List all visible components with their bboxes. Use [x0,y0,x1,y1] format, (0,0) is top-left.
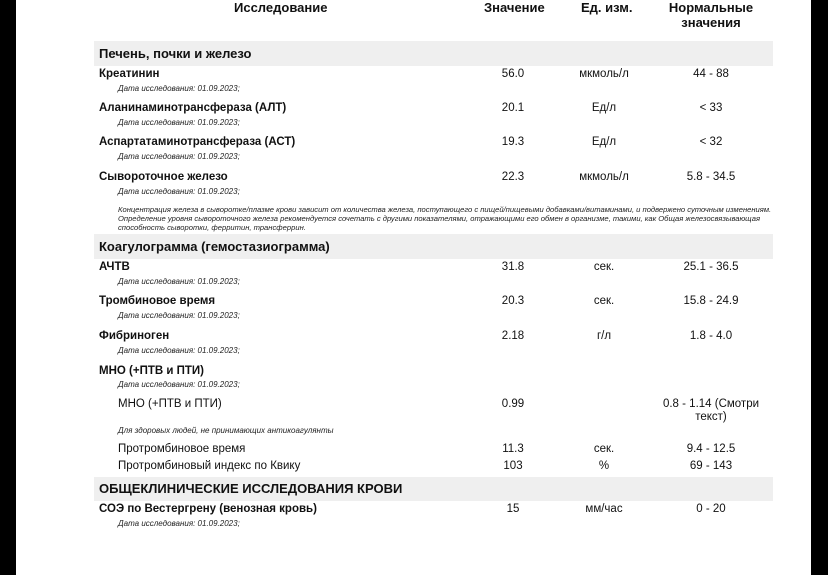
row-fibrinogen-unit: г/л [596,330,612,342]
row-quick-name: Протромбиновый индекс по Квику [118,460,301,472]
row-alt-unit: Ед/л [591,102,617,114]
row-thrombin-norm: 15.8 - 24.9 [683,295,739,307]
row-aptt-date: Дата исследования: 01.09.2023; [118,277,240,286]
row-mno-norm-line1: 0.8 - 1.14 (Смотри [662,398,760,410]
row-thrombin-name: Тромбиновое время [99,295,216,307]
row-esr-date: Дата исследования: 01.09.2023; [118,519,240,528]
section-blood: ОБЩЕКЛИНИЧЕСКИЕ ИССЛЕДОВАНИЯ КРОВИ [94,477,773,501]
row-creatinine-name: Креатинин [99,68,160,80]
iron-note: Концентрация железа в сыворотке/плазме крови зависит от количества железа, поступающего с пищей/пищевыми добавками/витаминами, и подвержено суточным изменениям. Определение уровня сывороточного железа рекомендуется сочетать с другими показателями, отражающими его обмен в организме, такими, как Общая железосвязывающая способность сыворотки, ферритин, трансферрин. [118,205,772,232]
row-quick-norm: 69 - 143 [689,460,733,472]
row-fibrinogen-norm: 1.8 - 4.0 [689,330,733,342]
row-ast-value: 19.3 [501,136,525,148]
row-alt-norm: < 33 [699,102,723,114]
row-aptt-value: 31.8 [501,261,525,273]
row-alt-date: Дата исследования: 01.09.2023; [118,118,240,127]
row-esr-unit: мм/час [585,503,623,515]
section-coagulogram: Коагулограмма (гемостазиограмма) [94,234,773,259]
row-iron-unit: мкмоль/л [579,171,629,183]
row-mno-norm-line2: текст) [695,411,727,423]
header-value: Значение [484,0,545,15]
row-ast-unit: Ед/л [591,136,617,148]
row-ast-name: Аспартатаминотрансфераза (АСТ) [99,136,296,148]
row-aptt-norm: 25.1 - 36.5 [683,261,739,273]
row-quick-unit: % [598,460,610,472]
row-iron-value: 22.3 [501,171,525,183]
row-thrombin-date: Дата исследования: 01.09.2023; [118,311,240,320]
row-iron-name: Сывороточное железо [99,171,228,183]
header-study: Исследование [234,0,328,15]
row-aptt-unit: сек. [593,261,615,273]
report-page [16,0,811,575]
row-creatinine-norm: 44 - 88 [693,68,729,80]
row-prothrombin-time-name: Протромбиновое время [118,443,246,455]
header-norm-line1: Нормальные [668,0,754,15]
row-fibrinogen-value: 2.18 [501,330,525,342]
row-prothrombin-time-unit: сек. [593,443,615,455]
row-esr-norm: 0 - 20 [696,503,726,515]
row-thrombin-value: 20.3 [501,295,525,307]
section-liver: Печень, почки и железо [94,41,773,66]
row-alt-name: Аланинаминотрансфераза (АЛТ) [99,102,287,114]
row-prothrombin-time-value: 11.3 [502,443,524,455]
row-mno-value: 0.99 [501,398,525,410]
row-mno-group-name: МНО (+ПТВ и ПТИ) [99,365,205,377]
row-creatinine-unit: мкмоль/л [579,68,629,80]
row-ast-norm: < 32 [699,136,723,148]
row-thrombin-unit: сек. [593,295,615,307]
mno-note: Для здоровых людей, не принимающих антикоагулянты [118,426,334,435]
header-norm-line2: значения [681,15,741,30]
row-mno-name: МНО (+ПТВ и ПТИ) [118,398,222,410]
row-ast-date: Дата исследования: 01.09.2023; [118,152,240,161]
row-creatinine-value: 56.0 [501,68,525,80]
row-fibrinogen-name: Фибриноген [99,330,170,342]
row-fibrinogen-date: Дата исследования: 01.09.2023; [118,346,240,355]
row-prothrombin-time-norm: 9.4 - 12.5 [686,443,736,455]
row-mno-group-date: Дата исследования: 01.09.2023; [118,380,240,389]
row-esr-value: 15 [506,503,520,515]
row-aptt-name: АЧТВ [99,261,130,273]
row-iron-norm: 5.8 - 34.5 [686,171,736,183]
row-esr-name: СОЭ по Вестергрену (венозная кровь) [99,503,317,515]
row-alt-value: 20.1 [501,102,525,114]
row-quick-value: 103 [503,460,523,472]
row-creatinine-date: Дата исследования: 01.09.2023; [118,84,240,93]
header-unit: Ед. изм. [581,0,633,15]
row-iron-date: Дата исследования: 01.09.2023; [118,187,240,196]
